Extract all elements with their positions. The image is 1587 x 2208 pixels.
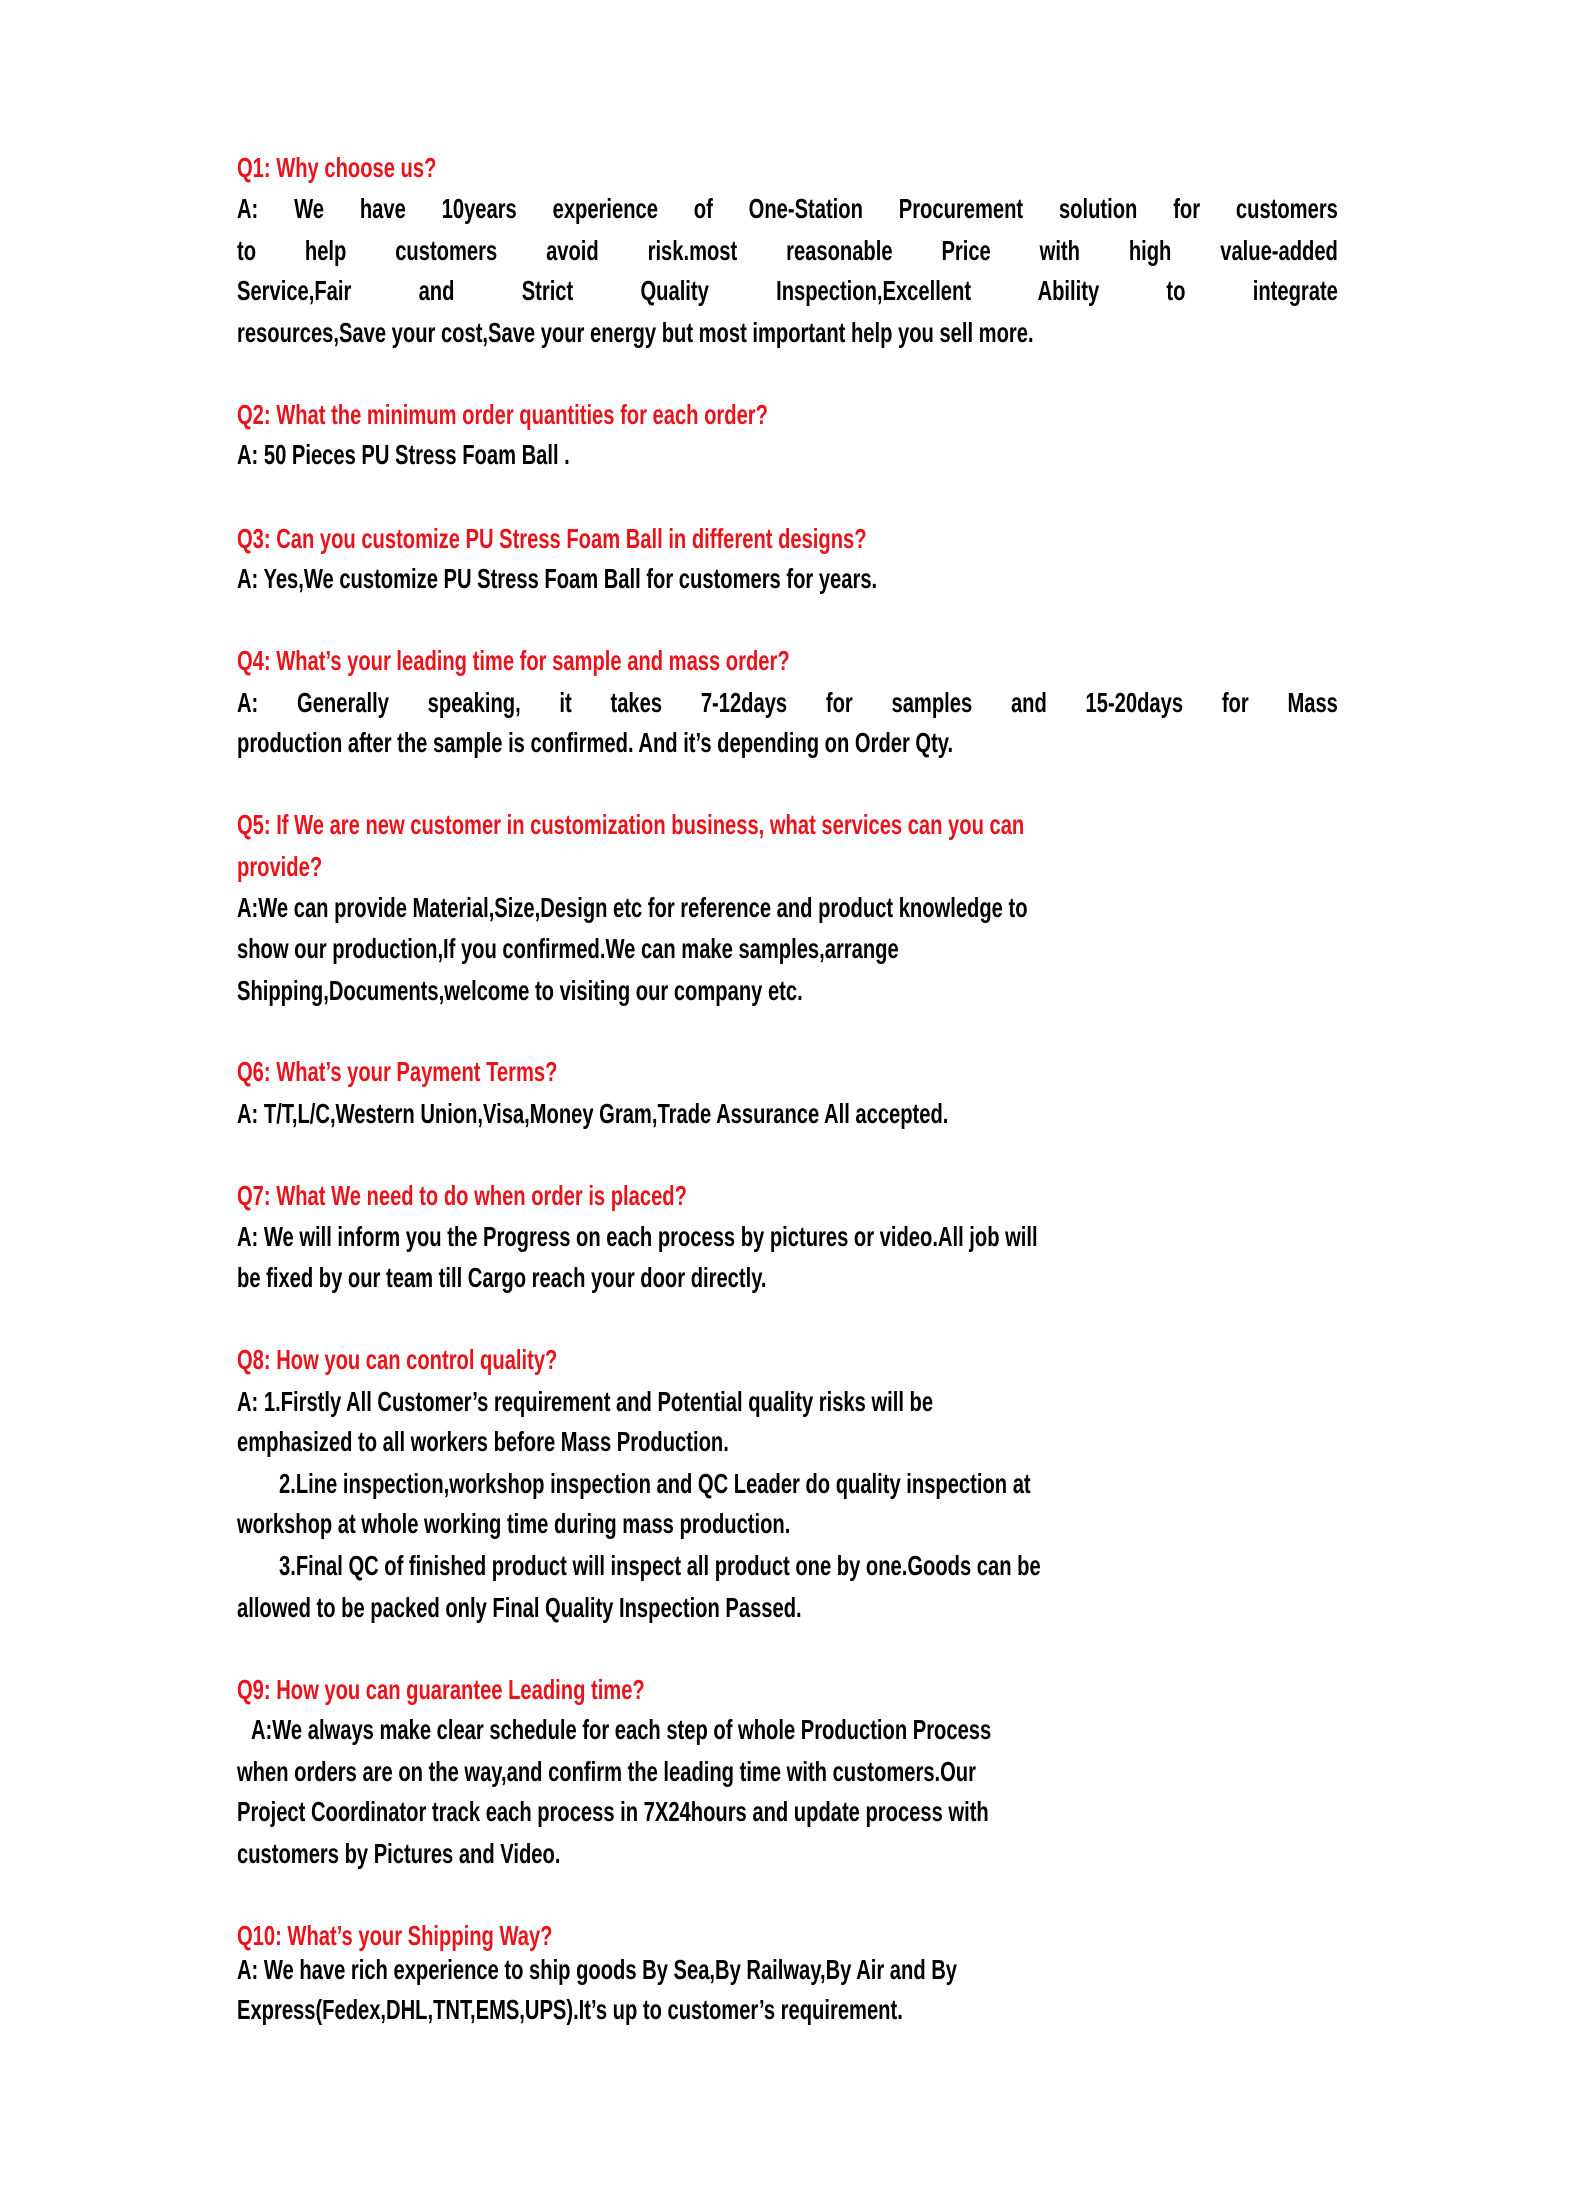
faq-answer-line: show our production,If you confirmed.We can make samples,arrange [237, 933, 899, 964]
faq-question: provide? [237, 851, 323, 882]
faq-answer-line: Shipping,Documents,welcome to visiting our company etc. [237, 975, 803, 1006]
faq-question: Q7: What We need to do when order is placed? [237, 1180, 687, 1211]
faq-answer-line: to help customers avoid risk.most reasonable Price with high value-added [237, 235, 1338, 266]
faq-answer-line: A: 50 Pieces PU Stress Foam Ball . [237, 439, 570, 470]
faq-answer-line: A: We will inform you the Progress on each process by pictures or video.All job will [237, 1221, 1038, 1252]
faq-answer-line: A: We have 10years experience of One-Station Procurement solution for customers [237, 193, 1338, 224]
faq-question: Q1: Why choose us? [237, 152, 437, 183]
faq-answer-line: A: Yes,We customize PU Stress Foam Ball for customers for years. [237, 563, 878, 594]
faq-question: Q9: How you can guarantee Leading time? [237, 1674, 645, 1705]
faq-question: Q2: What the minimum order quantities for each order? [237, 399, 768, 430]
faq-answer-line: production after the sample is confirmed. And it’s depending on Order Qty. [237, 727, 954, 758]
faq-answer-line: A:We can provide Material,Size,Design etc for reference and product knowledge to [237, 892, 1028, 923]
faq-answer-line: emphasized to all workers before Mass Production. [237, 1426, 729, 1457]
faq-question: Q6: What’s your Payment Terms? [237, 1056, 558, 1087]
faq-answer-line: Service,Fair and Strict Quality Inspection,Excellent Ability to integrate [237, 275, 1338, 306]
faq-answer-line: 2.Line inspection,workshop inspection and QC Leader do quality inspection at [279, 1468, 1031, 1499]
faq-answer-line: Express(Fedex,DHL,TNT,EMS,UPS).It’s up to customer’s requirement. [237, 1994, 903, 2025]
faq-question: Q8: How you can control quality? [237, 1344, 558, 1375]
faq-answer-line: customers by Pictures and Video. [237, 1838, 561, 1869]
faq-answer-line: be fixed by our team till Cargo reach your door directly. [237, 1262, 767, 1293]
faq-answer-line: A:We always make clear schedule for each step of whole Production Process [251, 1714, 992, 1745]
faq-question: Q4: What’s your leading time for sample and mass order? [237, 645, 790, 676]
faq-answer-line: Project Coordinator track each process in 7X24hours and update process with [237, 1796, 989, 1827]
faq-answer-line: 3.Final QC of finished product will inspect all product one by one.Goods can be [279, 1550, 1041, 1581]
faq-answer-line: A: T/T,L/C,Western Union,Visa,Money Gram,Trade Assurance All accepted. [237, 1098, 949, 1129]
faq-answer-line: A: 1.Firstly All Customer’s requirement and Potential quality risks will be [237, 1386, 934, 1417]
faq-answer-line: allowed to be packed only Final Quality Inspection Passed. [237, 1592, 802, 1623]
faq-question: Q5: If We are new customer in customization business, what services can you can [237, 809, 1025, 840]
faq-question: Q3: Can you customize PU Stress Foam Ball in different designs? [237, 523, 867, 554]
faq-answer-line: when orders are on the way,and confirm the leading time with customers.Our [237, 1756, 976, 1787]
faq-question: Q10: What’s your Shipping Way? [237, 1920, 553, 1951]
faq-answer-line: A: Generally speaking, it takes 7-12days for samples and 15-20days for Mass [237, 687, 1338, 718]
faq-answer-line: A: We have rich experience to ship goods By Sea,By Railway,By Air and By [237, 1954, 958, 1985]
faq-answer-line: resources,Save your cost,Save your energy but most important help you sell more. [237, 317, 1034, 348]
faq-answer-line: workshop at whole working time during mass production. [237, 1508, 791, 1539]
